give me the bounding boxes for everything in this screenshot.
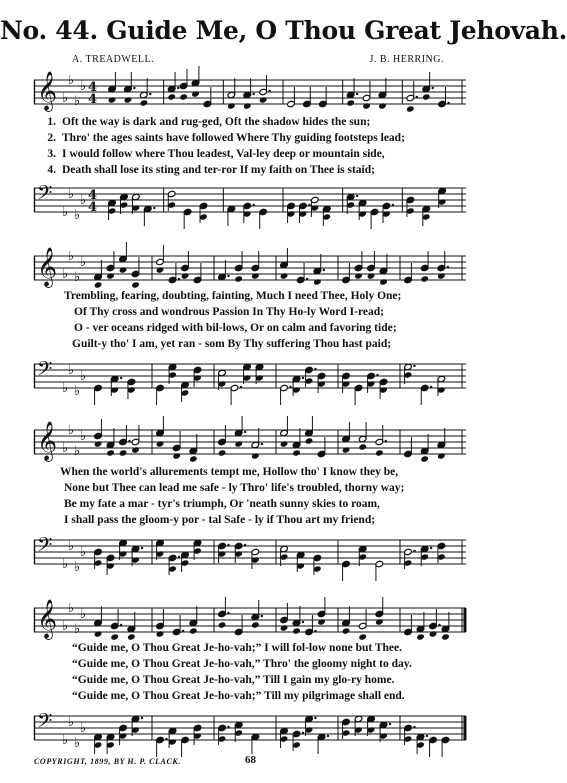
page-number: 68 bbox=[245, 754, 256, 766]
note-head bbox=[317, 618, 326, 625]
verse-number: 3. bbox=[47, 148, 56, 160]
note-head bbox=[292, 449, 301, 456]
note-head bbox=[94, 630, 103, 637]
system-1-bass bbox=[34, 176, 466, 224]
flat-icon: ♭ bbox=[80, 79, 87, 94]
flat-icon: ♭ bbox=[62, 619, 69, 634]
bass-clef-icon: 𝄢 bbox=[37, 181, 53, 209]
note-head bbox=[189, 627, 198, 634]
note-head bbox=[181, 272, 190, 279]
verse-number: 4. bbox=[47, 164, 56, 176]
note-head bbox=[429, 630, 438, 637]
note-head bbox=[375, 618, 384, 625]
verse-text: Thro' the ages saints have followed Where Thy guiding footsteps lead; bbox=[62, 132, 405, 144]
bass-staff bbox=[34, 352, 466, 400]
note-head bbox=[367, 272, 376, 279]
flat-icon: ♭ bbox=[68, 423, 75, 438]
flat-icon: ♭ bbox=[68, 539, 75, 554]
hymn-number: No. 44. bbox=[0, 16, 98, 45]
note-head bbox=[251, 452, 260, 459]
treble-clef-icon: 𝄞 bbox=[37, 599, 58, 639]
note-dot bbox=[178, 278, 180, 280]
note-head bbox=[346, 99, 355, 106]
flat-icon: ♭ bbox=[80, 193, 87, 208]
note-head bbox=[108, 96, 117, 103]
note-dot bbox=[302, 621, 304, 623]
treble-clef-icon: 𝄞 bbox=[37, 71, 58, 111]
note-dot bbox=[432, 87, 434, 89]
words-credit: A. TREADWELL. bbox=[72, 54, 155, 65]
treble-staff-notation bbox=[34, 68, 466, 116]
flat-icon: ♭ bbox=[62, 557, 69, 572]
note-dot bbox=[261, 615, 263, 617]
verse-text: None but Thee can lead me safe - ly Thro' life's troubled, thorny way; bbox=[64, 482, 405, 494]
flat-icon: ♭ bbox=[74, 444, 81, 459]
note-head bbox=[375, 449, 384, 456]
note-dot bbox=[430, 547, 432, 549]
verse-text: “Guide me, O Thou Great Je-ho-vah;” Till my pilgrimage shall end. bbox=[72, 690, 405, 702]
bass-clef-icon: 𝄢 bbox=[37, 709, 53, 737]
note-dot bbox=[314, 368, 316, 370]
note-head bbox=[420, 455, 429, 462]
hymn-title: Guide Me, O Thou Great Jehovah. bbox=[106, 16, 567, 45]
bass-clef-icon: 𝄢 bbox=[37, 357, 53, 385]
verse-number: 1. bbox=[47, 116, 56, 128]
note-dot bbox=[177, 87, 179, 89]
note-dot bbox=[165, 738, 167, 740]
note-head bbox=[378, 102, 387, 109]
note-dot bbox=[240, 386, 242, 388]
verse-text: “Guide me, O Thou Great Je-ho-vah;” I will fol-low none but Thee. bbox=[72, 642, 403, 654]
bass-staff-notation bbox=[34, 176, 466, 224]
flat-icon: ♭ bbox=[62, 441, 69, 456]
flat-icon: ♭ bbox=[62, 733, 69, 748]
note-dot bbox=[261, 443, 263, 445]
note-dot bbox=[178, 556, 180, 558]
flat-icon: ♭ bbox=[68, 187, 75, 202]
note-head bbox=[124, 96, 133, 103]
note-head bbox=[342, 446, 351, 453]
verse-text: O - ver oceans ridged with bil-lows, Or on calm and favoring tide; bbox=[74, 322, 397, 334]
note-dot bbox=[120, 377, 122, 379]
note-head bbox=[362, 102, 371, 109]
bass-clef-icon: 𝄢 bbox=[37, 533, 53, 561]
bass-staff-notation bbox=[34, 704, 466, 752]
flat-icon: ♭ bbox=[74, 384, 81, 399]
treble-staff-notation bbox=[34, 244, 466, 292]
note-dot bbox=[182, 630, 184, 632]
note-head bbox=[379, 278, 388, 285]
note-head bbox=[437, 272, 446, 279]
note-dot bbox=[385, 440, 387, 442]
treble-staff bbox=[34, 596, 466, 644]
verse-text: Oft the way is dark and rug-ged, Oft the shadow hides the sun; bbox=[62, 116, 371, 128]
note-dot bbox=[141, 717, 143, 719]
treble-clef-icon: 𝄞 bbox=[37, 421, 58, 461]
flat-icon: ♭ bbox=[68, 601, 75, 616]
note-head bbox=[313, 278, 322, 285]
flat-icon: ♭ bbox=[74, 270, 81, 285]
note-dot bbox=[149, 93, 151, 95]
note-dot bbox=[153, 207, 155, 209]
note-dot bbox=[227, 275, 229, 277]
note-head bbox=[305, 437, 314, 444]
note-dot bbox=[253, 204, 255, 206]
note-head bbox=[342, 627, 351, 634]
note-dot bbox=[430, 386, 432, 388]
note-head bbox=[167, 93, 176, 100]
note-head bbox=[131, 446, 140, 453]
flat-icon: ♭ bbox=[74, 622, 81, 637]
note-head bbox=[227, 102, 236, 109]
flat-icon: ♭ bbox=[74, 736, 81, 751]
system-1 bbox=[34, 68, 466, 116]
flat-icon: ♭ bbox=[80, 545, 87, 560]
note-head bbox=[156, 266, 165, 273]
note-head bbox=[422, 93, 431, 100]
note-dot bbox=[413, 365, 415, 367]
note-dot bbox=[327, 735, 329, 737]
note-head bbox=[251, 621, 260, 628]
note-dot bbox=[253, 93, 255, 95]
note-head bbox=[280, 272, 289, 279]
verse-text: I would follow where Thou leadest, Val-ley deep or mountain side, bbox=[62, 148, 385, 160]
note-head bbox=[234, 275, 243, 282]
bass-staff-notation bbox=[34, 352, 466, 400]
note-head bbox=[358, 443, 367, 450]
flat-icon: ♭ bbox=[80, 369, 87, 384]
note-head bbox=[354, 272, 363, 279]
verse-text: “Guide me, O Thou Great Je-ho-vah,” Thro' the gloomy night to day. bbox=[72, 658, 412, 670]
note-dot bbox=[376, 374, 378, 376]
note-head bbox=[259, 96, 268, 103]
note-dot bbox=[323, 269, 325, 271]
flat-icon: ♭ bbox=[68, 249, 75, 264]
note-dot bbox=[141, 547, 143, 549]
note-dot bbox=[356, 195, 358, 197]
note-dot bbox=[416, 96, 418, 98]
note-dot bbox=[244, 431, 246, 433]
time-signature-icon: 4 bbox=[88, 188, 98, 203]
system-2-bass bbox=[34, 352, 466, 400]
note-head bbox=[119, 449, 128, 456]
note-dot bbox=[289, 386, 291, 388]
verse-text: Death shall lose its sting and ter-ror If my faith on Thee is staid; bbox=[62, 164, 375, 176]
note-head bbox=[140, 99, 149, 106]
time-signature-icon: 4 bbox=[88, 200, 98, 215]
flat-icon: ♭ bbox=[68, 73, 75, 88]
treble-staff-notation bbox=[34, 596, 466, 644]
verse-number: 2. bbox=[47, 132, 56, 144]
music-credit: J. B. HERRING. bbox=[369, 54, 444, 65]
flat-icon: ♭ bbox=[62, 267, 69, 282]
treble-clef-icon: 𝄞 bbox=[37, 247, 58, 287]
treble-staff bbox=[34, 418, 466, 466]
note-dot bbox=[128, 440, 130, 442]
flat-icon: ♭ bbox=[74, 208, 81, 223]
note-dot bbox=[306, 278, 308, 280]
verse-text: I shall pass the gloom-y por - tal Safe - ly if Thou art my friend; bbox=[64, 514, 376, 526]
note-dot bbox=[308, 204, 310, 206]
note-dot bbox=[356, 93, 358, 95]
system-4 bbox=[34, 596, 466, 644]
note-head bbox=[156, 440, 165, 447]
note-dot bbox=[227, 544, 229, 546]
system-4-bass bbox=[34, 704, 466, 752]
verse-text: Be my fate a mar - tyr's triumph, Or 'neath sunny skies to roam, bbox=[64, 498, 380, 510]
system-2 bbox=[34, 244, 466, 292]
note-dot bbox=[244, 544, 246, 546]
note-dot bbox=[133, 87, 135, 89]
note-head bbox=[292, 627, 301, 634]
flat-icon: ♭ bbox=[80, 721, 87, 736]
note-head bbox=[119, 266, 128, 273]
bass-staff-notation bbox=[34, 528, 466, 576]
note-dot bbox=[447, 102, 449, 104]
note-dot bbox=[314, 717, 316, 719]
note-head bbox=[280, 440, 289, 447]
verse-text: Of Thy cross and wondrous Passion In Thy Ho-ly Word I-read; bbox=[74, 306, 384, 318]
flat-icon: ♭ bbox=[62, 381, 69, 396]
note-dot bbox=[392, 204, 394, 206]
flat-icon: ♭ bbox=[80, 429, 87, 444]
note-dot bbox=[438, 624, 440, 626]
note-head bbox=[437, 452, 446, 459]
note-head bbox=[251, 272, 260, 279]
flat-icon: ♭ bbox=[62, 91, 69, 106]
page-title bbox=[0, 16, 567, 45]
verse-text: When the world's allurements tempt me, Hollow tho' I know they be, bbox=[60, 466, 399, 478]
note-dot bbox=[120, 624, 122, 626]
flat-icon: ♭ bbox=[74, 560, 81, 575]
flat-icon: ♭ bbox=[80, 255, 87, 270]
note-head bbox=[179, 93, 188, 100]
note-head bbox=[243, 102, 252, 109]
note-head bbox=[420, 275, 429, 282]
note-dot bbox=[413, 726, 415, 728]
flat-icon: ♭ bbox=[68, 363, 75, 378]
flat-icon: ♭ bbox=[80, 607, 87, 622]
treble-staff bbox=[34, 68, 466, 116]
note-head bbox=[156, 630, 165, 637]
copyright-notice: COPYRIGHT, 1899, BY H. P. CLACK. bbox=[34, 757, 181, 766]
note-head bbox=[106, 272, 115, 279]
note-dot bbox=[426, 735, 428, 737]
note-head bbox=[441, 633, 450, 640]
note-head bbox=[218, 449, 227, 456]
system-3-bass bbox=[34, 528, 466, 576]
note-dot bbox=[447, 266, 449, 268]
treble-staff-notation bbox=[34, 418, 466, 466]
system-3 bbox=[34, 418, 466, 466]
note-dot bbox=[389, 723, 391, 725]
flat-icon: ♭ bbox=[62, 205, 69, 220]
verse-text: “Guide me, O Thou Great Je-ho-vah,” Till I gain my glo-ry home. bbox=[72, 674, 395, 686]
time-signature-icon: 4 bbox=[88, 80, 98, 95]
note-head bbox=[191, 90, 200, 97]
bass-staff bbox=[34, 176, 466, 224]
note-dot bbox=[302, 732, 304, 734]
bass-staff bbox=[34, 704, 466, 752]
note-dot bbox=[227, 612, 229, 614]
flat-icon: ♭ bbox=[74, 94, 81, 109]
note-head bbox=[280, 624, 289, 631]
note-head bbox=[189, 455, 198, 462]
note-head bbox=[234, 440, 243, 447]
bass-staff bbox=[34, 528, 466, 576]
note-head bbox=[172, 452, 181, 459]
note-head bbox=[106, 449, 115, 456]
time-signature-icon: 4 bbox=[88, 92, 98, 107]
note-head bbox=[406, 105, 415, 112]
note-dot bbox=[314, 630, 316, 632]
verse-text: Guilt-y tho' I am, yet ran - som By Thy suffering Thou hast paid; bbox=[72, 338, 392, 350]
note-dot bbox=[413, 550, 415, 552]
note-dot bbox=[268, 90, 270, 92]
note-dot bbox=[302, 377, 304, 379]
flat-icon: ♭ bbox=[68, 715, 75, 730]
note-dot bbox=[227, 726, 229, 728]
note-head bbox=[218, 621, 227, 628]
note-head bbox=[94, 440, 103, 447]
verse-text: Trembling, fearing, doubting, fainting, Much I need Thee, Holy One; bbox=[64, 290, 402, 302]
note-head bbox=[416, 633, 425, 640]
treble-staff bbox=[34, 244, 466, 292]
